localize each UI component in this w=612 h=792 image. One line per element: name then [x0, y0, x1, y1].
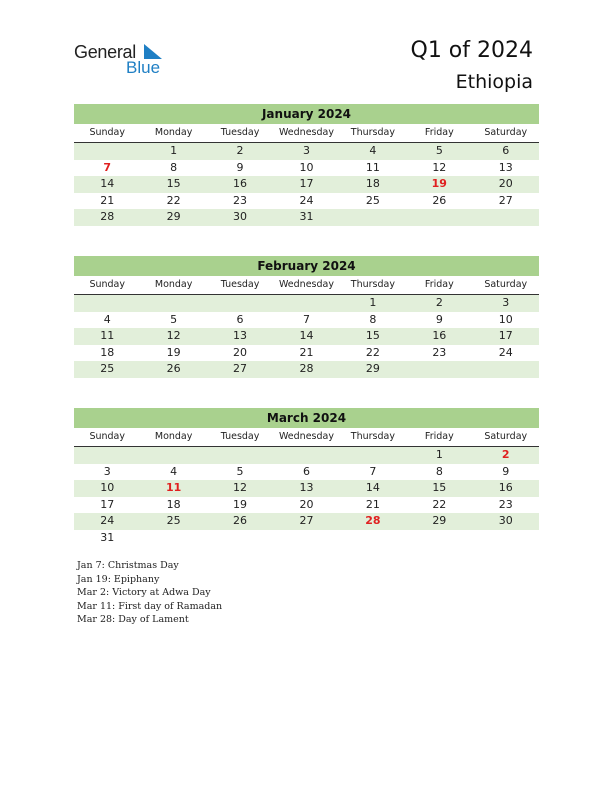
- weekday-label: Sunday: [89, 279, 125, 290]
- holiday-note: Jan 7: Christmas Day: [77, 560, 179, 571]
- day-cell: 21: [365, 497, 380, 511]
- day-cell: 18: [100, 345, 115, 359]
- day-cell: 14: [299, 329, 314, 342]
- day-cell: 6: [236, 312, 244, 326]
- day-cell: 27: [233, 362, 248, 375]
- day-cell: 4: [103, 312, 111, 326]
- day-cell: 15: [432, 481, 447, 494]
- weekday-label: Thursday: [350, 431, 395, 442]
- day-cell: 25: [166, 514, 181, 527]
- month-january: [74, 104, 539, 226]
- week-row: [74, 345, 539, 362]
- day-cell: 10: [498, 312, 513, 326]
- day-cell: 11: [100, 329, 115, 342]
- day-cell: 14: [365, 481, 380, 494]
- month-header: January 2024: [74, 104, 539, 124]
- day-cell: 27: [299, 514, 314, 527]
- day-cell: [74, 447, 140, 464]
- holiday-note: Mar 28: Day of Lament: [77, 614, 189, 626]
- day-cell: 30: [498, 514, 513, 527]
- day-cell: 13: [233, 329, 248, 342]
- day-cell: 23: [233, 193, 248, 207]
- day-cell: 9: [236, 160, 244, 174]
- day-cell: 22: [166, 193, 181, 207]
- day-cell: 9: [502, 464, 510, 478]
- day-cell: 31: [299, 210, 314, 223]
- weekday-label: Tuesday: [220, 127, 260, 138]
- day-cell: 31: [100, 530, 115, 544]
- week-row: [74, 295, 539, 312]
- day-cell: 21: [100, 193, 115, 207]
- week-row: [74, 447, 539, 464]
- day-cell: 18: [166, 497, 181, 511]
- day-cell: 3: [103, 464, 111, 478]
- day-cell: 3: [502, 296, 510, 309]
- day-cell: 7: [369, 464, 377, 478]
- day-cell: 17: [299, 177, 314, 190]
- day-cell: 24: [299, 193, 314, 207]
- day-cell: [340, 447, 406, 464]
- weekday-label: Wednesday: [278, 431, 334, 442]
- day-cell: 4: [369, 144, 377, 157]
- month-header: February 2024: [74, 256, 539, 276]
- day-cell: 23: [432, 345, 447, 359]
- weekday-label: Sunday: [89, 431, 125, 442]
- day-cell: [406, 361, 472, 378]
- day-cell: 24: [100, 514, 115, 527]
- weekday-label: Friday: [424, 279, 454, 290]
- weeks: [74, 447, 539, 546]
- day-cell: [273, 530, 339, 547]
- day-cell: 2: [236, 144, 244, 157]
- holiday-notes: [77, 559, 222, 627]
- day-cell: 17: [498, 329, 513, 342]
- holiday-day-cell: 7: [103, 160, 112, 174]
- weekday-label: Saturday: [484, 127, 528, 138]
- holiday-day-cell: 28: [365, 514, 381, 527]
- weeks: [74, 295, 539, 378]
- day-cell: 16: [432, 329, 447, 342]
- day-cell: [207, 530, 273, 547]
- day-cell: [406, 530, 472, 547]
- day-cell: [140, 447, 206, 464]
- weekday-label: Wednesday: [278, 279, 334, 290]
- weekday-label: Tuesday: [220, 279, 260, 290]
- weekday-label: Thursday: [350, 127, 395, 138]
- day-cell: [473, 361, 539, 378]
- week-row: [74, 497, 539, 514]
- day-cell: 21: [299, 345, 314, 359]
- day-cell: [273, 295, 339, 312]
- day-cell: 30: [233, 210, 248, 223]
- weekday-label: Friday: [424, 127, 454, 138]
- day-cell: 22: [365, 345, 380, 359]
- day-cell: 1: [170, 144, 178, 157]
- day-cell: 20: [498, 177, 513, 190]
- month-header: March 2024: [74, 408, 539, 428]
- day-cell: 1: [435, 448, 443, 461]
- week-row: [74, 464, 539, 481]
- day-cell: 2: [435, 296, 443, 309]
- day-cell: 8: [435, 464, 443, 478]
- day-cell: 23: [498, 497, 513, 511]
- country-name: Ethiopia: [455, 71, 533, 93]
- day-cell: 26: [166, 362, 181, 375]
- day-cell: 17: [100, 497, 115, 511]
- day-cell: 9: [435, 312, 443, 326]
- day-cell: 3: [302, 144, 310, 157]
- day-cell: [74, 295, 140, 312]
- day-cell: 29: [365, 362, 380, 375]
- day-cell: 13: [299, 481, 314, 494]
- weekday-label: Sunday: [89, 127, 125, 138]
- day-cell: 5: [236, 464, 244, 478]
- holiday-note: Mar 11: First day of Ramadan: [77, 600, 223, 612]
- day-cell: [340, 209, 406, 226]
- day-cell: 27: [498, 193, 513, 207]
- day-cell: 6: [502, 144, 510, 157]
- week-row: [74, 143, 539, 160]
- weekday-row: [74, 428, 539, 447]
- day-cell: 15: [365, 329, 380, 342]
- day-cell: [140, 530, 206, 547]
- day-cell: 24: [498, 345, 513, 359]
- day-cell: [140, 295, 206, 312]
- day-cell: 10: [299, 160, 314, 174]
- month-march: [74, 408, 539, 546]
- day-cell: [473, 530, 539, 547]
- day-cell: 16: [233, 177, 248, 190]
- week-row: [74, 513, 539, 530]
- week-row: [74, 530, 539, 547]
- day-cell: [207, 447, 273, 464]
- day-cell: 19: [233, 497, 248, 511]
- week-row: [74, 209, 539, 226]
- day-cell: 20: [233, 345, 248, 359]
- day-cell: 6: [302, 464, 310, 478]
- weekday-row: [74, 124, 539, 143]
- day-cell: 11: [365, 160, 380, 174]
- day-cell: 4: [170, 464, 178, 478]
- day-cell: 8: [369, 312, 377, 326]
- generalblue-logo: [74, 42, 174, 82]
- day-cell: 26: [432, 193, 447, 207]
- weekday-label: Monday: [154, 127, 193, 138]
- day-cell: [406, 209, 472, 226]
- day-cell: 25: [365, 193, 380, 207]
- day-cell: 18: [365, 177, 380, 190]
- day-cell: 8: [170, 160, 178, 174]
- week-row: [74, 176, 539, 193]
- holiday-note: Mar 2: Victory at Adwa Day: [77, 587, 211, 599]
- day-cell: 14: [100, 177, 115, 190]
- day-cell: 12: [233, 481, 248, 494]
- weekday-label: Thursday: [350, 279, 395, 290]
- weekday-label: Saturday: [484, 431, 528, 442]
- day-cell: 5: [435, 144, 443, 157]
- day-cell: 29: [432, 514, 447, 527]
- holiday-day-cell: 11: [165, 481, 182, 494]
- week-row: [74, 193, 539, 210]
- month-february: [74, 256, 539, 378]
- day-cell: 28: [299, 362, 314, 375]
- day-cell: 16: [498, 481, 513, 494]
- page-title: Q1 of 2024: [410, 38, 533, 63]
- weekday-label: Tuesday: [220, 431, 260, 442]
- day-cell: 12: [166, 329, 181, 342]
- weeks: [74, 143, 539, 226]
- weekday-label: Monday: [154, 431, 193, 442]
- week-row: [74, 328, 539, 345]
- day-cell: [207, 295, 273, 312]
- day-cell: 1: [369, 296, 377, 309]
- day-cell: 13: [498, 160, 513, 174]
- week-row: [74, 160, 539, 177]
- day-cell: [340, 530, 406, 547]
- day-cell: [273, 447, 339, 464]
- day-cell: 12: [432, 160, 447, 174]
- logo-blue-text: Blue: [126, 58, 161, 77]
- day-cell: 22: [432, 497, 447, 511]
- day-cell: 26: [233, 514, 248, 527]
- weekday-row: [74, 276, 539, 295]
- logo-general-text: General: [74, 42, 136, 62]
- holiday-day-cell: 19: [431, 177, 447, 190]
- weekday-label: Wednesday: [278, 127, 334, 138]
- day-cell: 25: [100, 362, 115, 375]
- day-cell: 5: [170, 312, 178, 326]
- week-row: [74, 312, 539, 329]
- holiday-note: Jan 19: Epiphany: [77, 573, 160, 585]
- day-cell: 10: [100, 481, 115, 494]
- day-cell: 15: [166, 177, 181, 190]
- day-cell: 19: [166, 345, 181, 359]
- day-cell: 7: [302, 312, 310, 326]
- weekday-label: Friday: [424, 431, 454, 442]
- weekday-label: Saturday: [484, 279, 528, 290]
- weekday-label: Monday: [154, 279, 193, 290]
- week-row: [74, 480, 539, 497]
- day-cell: [74, 143, 140, 160]
- day-cell: [473, 209, 539, 226]
- day-cell: 29: [166, 210, 181, 223]
- day-cell: 20: [299, 497, 314, 511]
- week-row: [74, 361, 539, 378]
- holiday-day-cell: 2: [501, 448, 510, 461]
- day-cell: 28: [100, 210, 115, 223]
